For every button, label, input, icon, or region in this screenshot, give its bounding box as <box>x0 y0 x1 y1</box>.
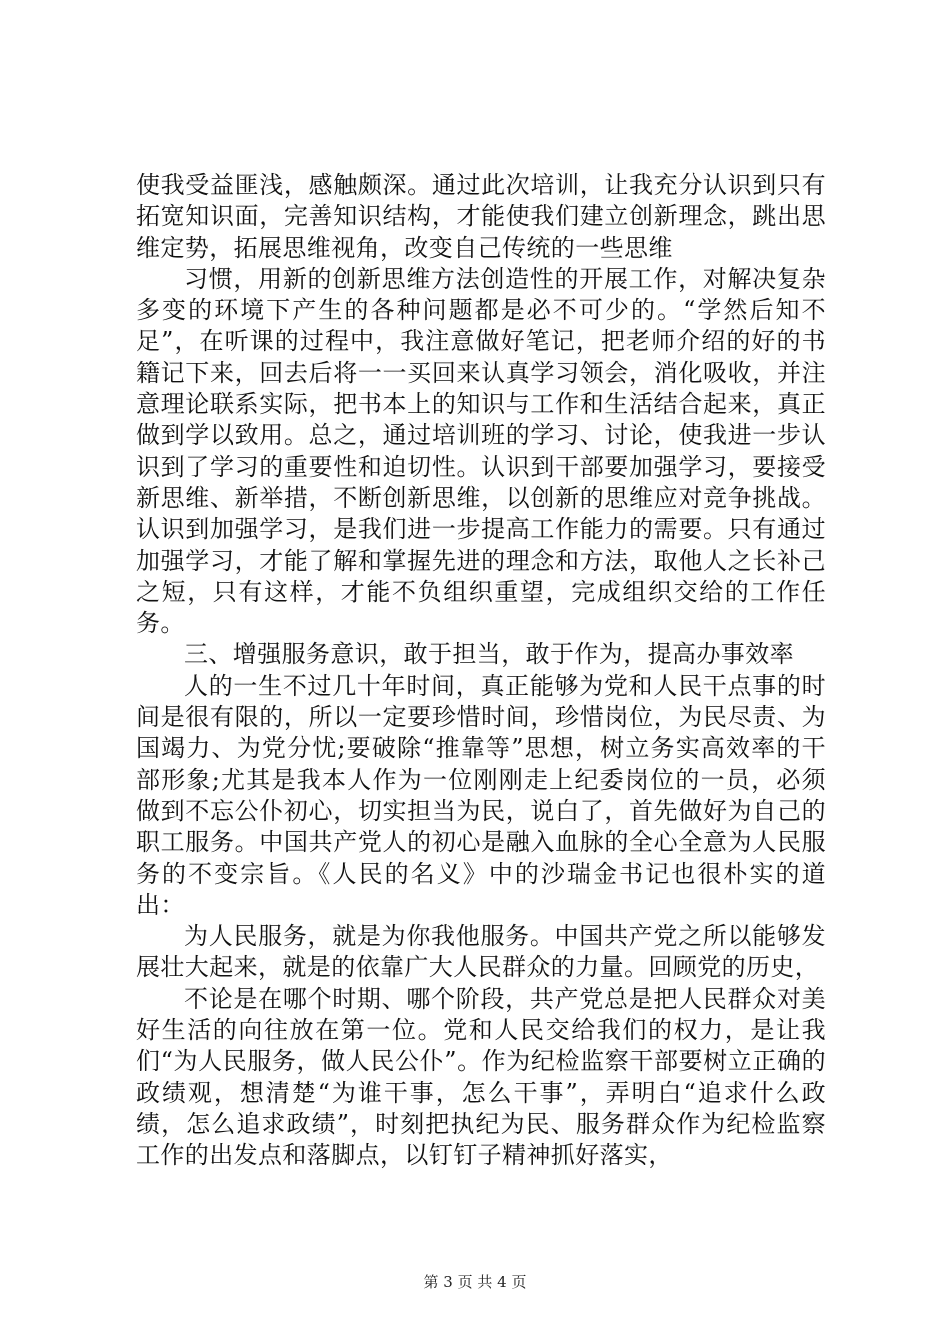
section-heading: 三、增强服务意识，敢于担当，敢于作为，提高办事效率 <box>184 640 794 669</box>
paragraph-4: 为人民服务，就是为你我他服务。中国共产党之所以能够发展壮大起来，就是的依靠广大人民群众的力量。回顾党的历史， <box>136 922 826 982</box>
paragraph-3: 人的一生不过几十年时间，真正能够为党和人民干点事的时间是很有限的，所以一定要珍惜时间，珍惜岗位，为民尽责、为国竭力、为党分忧;要破除“推靠等”思想，树立务实高效率的干部形象;尤其是我本人作为一位刚刚走上纪委岗位的一员，必须做到不忘公仆初心，切实担当为民，说白了，首先做好为自己的职工服务。中国共产党人的初心是融入血脉的全心全意为人民服务的不变宗旨。《人民的名义》中的沙瑞金书记也很朴实的道出： <box>136 671 826 919</box>
page-number-footer: 第 3 页 共 4 页 <box>423 1273 527 1291</box>
paragraph-5: 不论是在哪个时期、哪个阶段，共产党总是把人民群众对美好生活的向往放在第一位。党和人民交给我们的权力，是让我们“为人民服务，做人民公仆”。作为纪检监察干部要树立正确的政绩观，想清楚“为谁干事，怎么干事”，弄明白“追求什么政绩，怎么追求政绩”，时刻把执纪为民、服务群众作为纪检监察工作的出发点和落脚点，以钉钉子精神抓好落实， <box>136 984 826 1170</box>
paragraph-1: 使我受益匪浅，感触颇深。通过此次培训，让我充分认识到只有拓宽知识面，完善知识结构，才能使我们建立创新理念，跳出思维定势，拓展思维视角，改变自己传统的一些思维 <box>136 171 826 262</box>
paragraph-2: 习惯，用新的创新思维方法创造性的开展工作，对解决复杂多变的环境下产生的各种问题都是必不可少的。“学然后知不足”，在听课的过程中，我注意做好笔记，把老师介绍的好的书籍记下来，回去后将一一买回来认真学习领会，消化吸收，并注意理论联系实际，把书本上的知识与工作和生活结合起来，真正做到学以致用。总之，通过培训班的学习、讨论，使我进一步认识到了学习的重要性和迫切性。认识到干部要加强学习，要接受新思维、新举措，不断创新思维，以创新的思维应对竞争挑战。认识到加强学习，是我们进一步提高工作能力的需要。只有通过加强学习，才能了解和掌握先进的理念和方法，取他人之长补己之短，只有这样，才能不负组织重望，完成组织交给的工作任务。 <box>136 264 826 638</box>
document-body <box>136 170 826 1172</box>
